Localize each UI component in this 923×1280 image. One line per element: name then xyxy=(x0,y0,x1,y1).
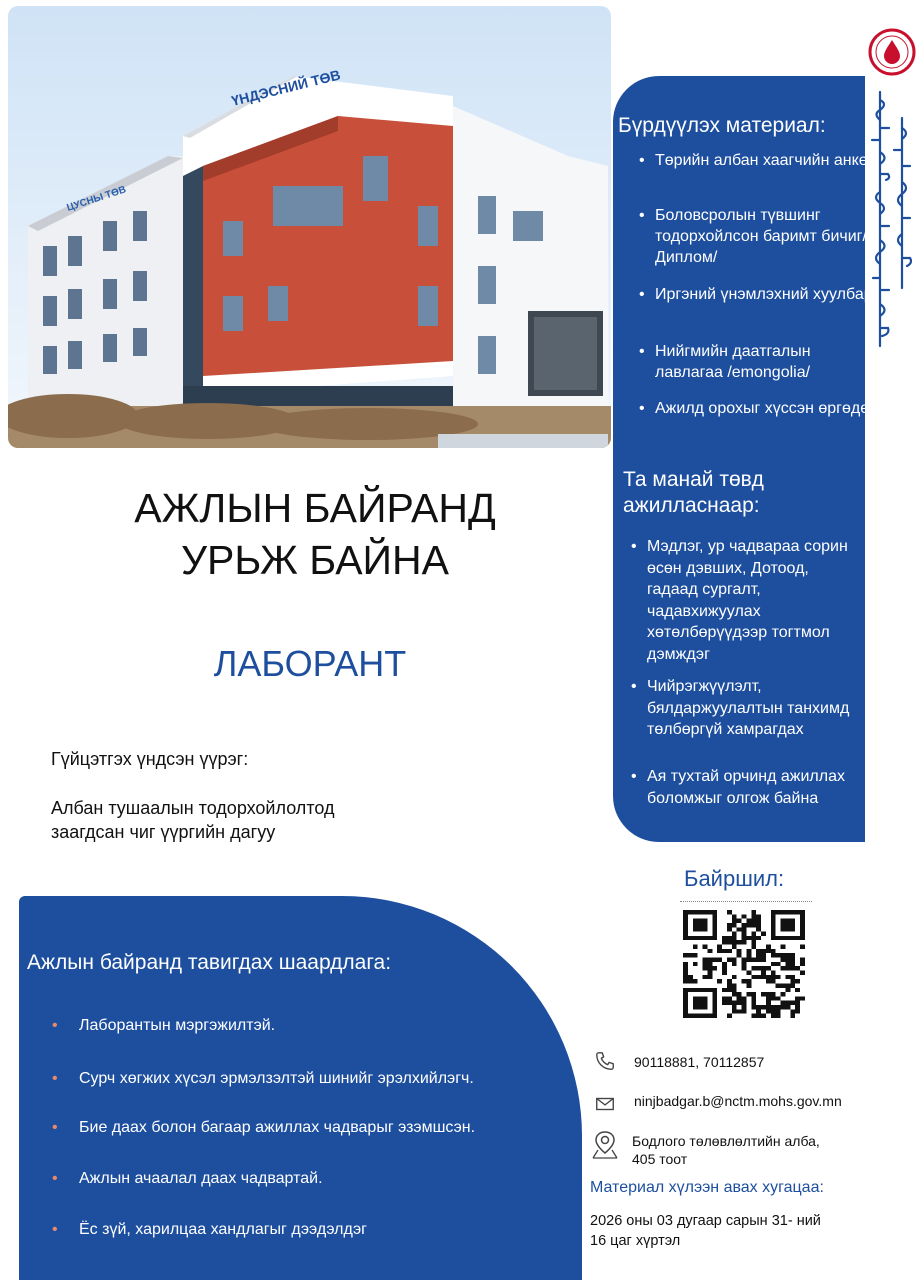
materials-item: • Иргэний үнэмлэхний хуулбар xyxy=(655,284,881,305)
benefits-item: • Чийрэгжүүлэлт, бялдаржуулалтын танхимд төлбөргүй хамрагдах xyxy=(647,676,863,741)
duties-text-line-2: заагдсан чиг үүргийн дагуу xyxy=(51,822,276,842)
address xyxy=(632,1132,820,1168)
deadline-text xyxy=(590,1211,890,1251)
requirement-item: • Бие даах болон багаар ажиллах чадварыг эзэмшсэн. xyxy=(79,1119,475,1137)
benefits-item: • Мэдлэг, ур чадвараа сорин өсөн дэвших, Дотоод, гадаад сургалт, чадавхижуулах хөтөлбөрүүдээр тогтмол дэмждэг xyxy=(647,536,863,665)
location-qr-code[interactable] xyxy=(683,910,805,1018)
headline-line-2: УРЬЖ БАЙНА xyxy=(181,537,449,583)
email-link[interactable]: ninjbadgar.b@nctm.mohs.gov.mn xyxy=(634,1093,842,1109)
address-line-2: 405 тоот xyxy=(632,1151,688,1167)
phone-numbers: 90118881, 70112857 xyxy=(634,1054,765,1070)
location-underline xyxy=(680,901,812,902)
benefits-item: • Ая тухтай орчинд ажиллах боломжыг олгож байна xyxy=(647,766,863,809)
organization-logo xyxy=(868,28,916,76)
mail-icon xyxy=(594,1093,616,1115)
phone-icon xyxy=(594,1050,616,1072)
job-title: ЛАБОРАНТ xyxy=(213,643,407,684)
deadline-line-1: 2026 оны 03 дугаар сарын 31- ний xyxy=(590,1213,821,1229)
headline-line-1: АЖЛЫН БАЙРАНД xyxy=(134,485,496,531)
deadline-title: Материал хүлээн авах хугацаа: xyxy=(590,1179,824,1196)
deadline-line-2: 16 цаг хүртэл xyxy=(590,1233,681,1249)
building-photo xyxy=(8,6,611,448)
benefits-title: Та манай төвд ажилласнаар: xyxy=(623,468,764,517)
materials-item: • Нийгмийн даатгалын лавлагаа /emongolia/ xyxy=(655,341,881,383)
building-illustration xyxy=(8,6,611,448)
materials-panel xyxy=(613,76,879,842)
materials-item: • Боловсролын түвшинг тодорхойлсон баримт бичиг/Диплом/ xyxy=(655,205,881,268)
requirement-item: • Сурч хөгжих хүсэл эрмэлзэлтэй шинийг эрэлхийлэгч. xyxy=(79,1070,474,1088)
requirement-item: • Ажлын ачаалал даах чадвартай. xyxy=(79,1170,323,1188)
materials-item: • Төрийн албан хаагчийн анкет xyxy=(655,150,881,171)
materials-item: • Ажилд орохыг хүссэн өргөдөл xyxy=(655,398,881,419)
requirement-item: • Лаборантын мэргэжилтэй. xyxy=(79,1017,275,1035)
map-pin-icon xyxy=(590,1129,620,1161)
requirements-panel xyxy=(19,896,582,1280)
duties-text-line-1: Албан тушаалын тодорхойлолтод xyxy=(51,798,335,818)
address-line-1: Бодлого төлөвлөлтийн алба, xyxy=(632,1133,820,1149)
vertical-script-decoration xyxy=(864,88,918,350)
duties-label: Гүйцэтгэх үндсэн үүрэг: xyxy=(51,749,249,769)
location-title: Байршил: xyxy=(684,866,785,891)
materials-title: Бүрдүүлэх материал: xyxy=(618,114,826,137)
sign-side: ЦУСНЫ ТӨВ xyxy=(65,184,128,214)
sign-main: ҮНДЭСНИЙ ТӨВ xyxy=(229,66,343,109)
headline xyxy=(100,482,530,586)
requirements-title: Ажлын байранд тавигдах шаардлага: xyxy=(27,951,392,974)
requirement-item: • Ёс зүй, харилцаа хандлагыг дээдэлдэг xyxy=(79,1221,367,1239)
